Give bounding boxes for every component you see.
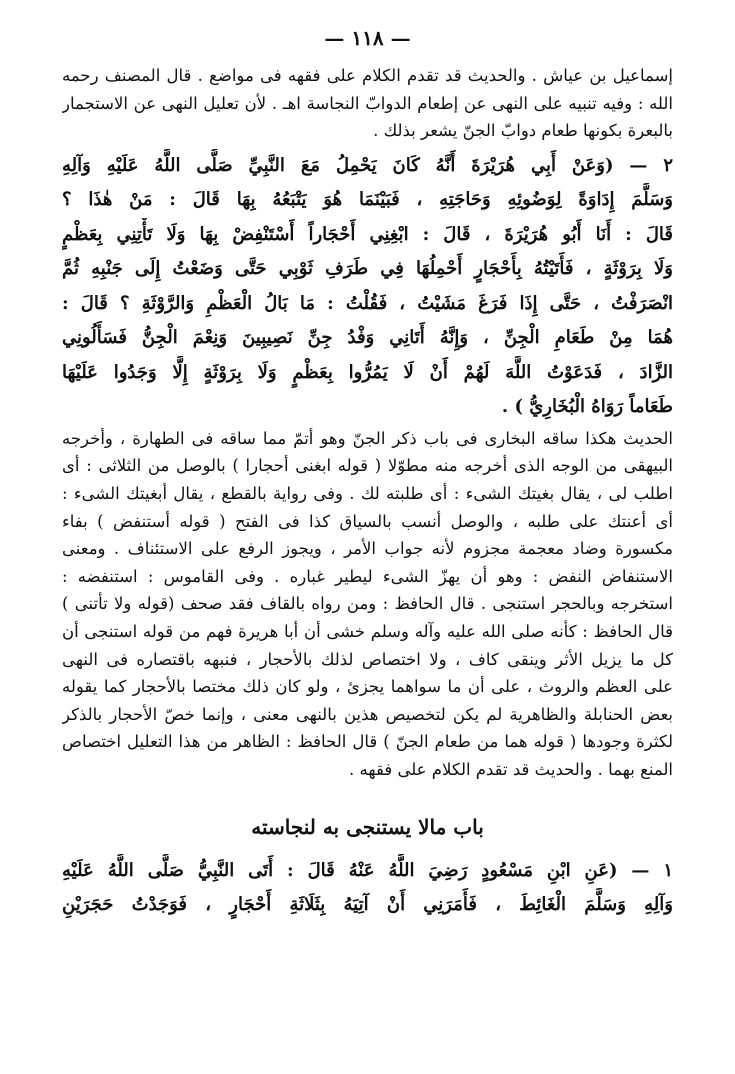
section-title: باب مالا يستنجى به لنجاسته — [251, 814, 484, 839]
commentary-line: كل ما يزيل الأثر وينقى كاف ، ولا اختصاص لذلك بالأحجار ، فنبهه باقتصاره فى النهى — [62, 649, 673, 669]
commentary-line: البيهقى من الوجه الذى أخرجه منه مطوّلا ( قوله ابغنى أحجارا ) بالوصل من الثلاثى : أى — [62, 456, 673, 476]
commentary-line: أى أعنتك على طلبه ، والوصل أنسب بالسياق كذا فى الفتح ( قوله أستنفض ) بفاء — [62, 511, 673, 531]
commentary-line: بعض الحنابلة والظاهرية لم يكن لتخصيص هذين بالنهى معنى ، وإنما خصّ الأحجار بالذكر — [62, 704, 673, 724]
commentary-line: اطلب لى ، يقال بغيتك الشىء : أى طلبته لك . وفى رواية بالقطع ، يقال أبغيتك الشىء : — [62, 483, 673, 503]
commentary-line: الحديث هكذا ساقه البخارى فى باب ذكر الجنّ وهو أتمّ مما ساقه فى الطهارة ، وأخرجه — [62, 428, 673, 448]
hadith-line: طَعَاماً رَوَاهُ الْبُخَارِيُّ ) . — [501, 396, 673, 418]
hadith-line: هُمَا مِنْ طَعَامِ الْجِنِّ ، وَإِنَّهُ أَتَانِي وَفْدُ جِنِّ نَصِيبِينَ وَنِعْمَ الْجِنُّ فَسَأَلُونِي — [62, 327, 673, 349]
hadith-line: قَالَ : أَنَا أَبُو هُرَيْرَةَ ، قَالَ : ابْغِنِي أَحْجَاراً أَسْتَنْفِضْ بِهَا وَلَا تَأْتِنِي بِعَظْمٍ — [62, 223, 673, 245]
hadith-text-next — [62, 854, 673, 923]
commentary-line: قال الحافظ : كأنه صلى الله عليه وآله وسلم خشى أن أبا هريرة فهم من قوله استنجى أن — [62, 621, 673, 641]
commentary-line: لكثرة وجودها ( قوله هما من طعام الجنّ ) قال الحافظ : الظاهر من هذا التعليل اختصاص — [62, 732, 673, 752]
hadith-line: وَآلِهِ وَسَلَّمَ الْغَائِطَ ، فَأَمَرَنِي أَنْ آتِيَهُ بِثَلَاثَةِ أَحْجَارٍ ، فَوَجَدْتُ حَجَرَيْنِ — [62, 894, 673, 915]
hadith-line: ١ — (عَنِ ابْنِ مَسْعُودٍ رَضِيَ اللَّهُ عَنْهُ قَالَ : أَتَى النَّبِيُّ صَلَّى اللَّهُ عَلَيْهِ — [62, 859, 673, 881]
hadith-text — [62, 149, 673, 425]
hadith-line: الزَّادَ ، فَدَعَوْتُ اللَّهَ لَهُمْ أَنْ لَا يَمُرُّوا بِعَظْمٍ وَلَا بِرَوْثَةٍ إِلَّا وَجَدُوا عَلَيْهَا — [62, 361, 673, 383]
commentary-intro — [62, 62, 673, 145]
commentary-line: استخرجه وبالحجر استنجى . قال الحافظ : ومن رواه بالقاف فقد صحف (قوله ولا تأتنى ) — [62, 594, 673, 614]
commentary-line: على العظم والروث ، على أن ما سواهما يجزئ ، ولو كان ذلك مختصا بالأحجار كما يقوله — [62, 677, 673, 697]
page-number: — ١١٨ — — [324, 26, 411, 50]
hadith-line: انْصَرَفْتُ ، حَتَّى إِذَا فَرَغَ مَشَيْتُ ، فَقُلْتُ : مَا بَالُ الْعَظْمِ وَالرَّوْثَةِ ؟ قَالَ : — [62, 292, 673, 314]
commentary-main — [62, 425, 673, 784]
hadith-line: ٢ — (وَعَنْ أَبِي هُرَيْرَةَ أَنَّهُ كَانَ يَحْمِلُ مَعَ النَّبِيِّ صَلَّى اللَّهُ عَلَيْهِ وَآلِهِ — [62, 154, 673, 176]
hadith-line: وَسَلَّمَ إِدَاوَةً لِوَضُوئِهِ وَحَاجَتِهِ ، فَبَيْنَمَا هُوَ يَتْبَعُهُ بِهَا قَالَ : مَنْ هٰذَا ؟ — [62, 189, 673, 211]
commentary-line: مكسورة وضاد معجمة مجزوم لأنه جواب الأمر ، ويجوز الرفع على الاستئناف . ومعنى — [62, 539, 673, 559]
commentary-line: إسماعيل بن عياش . والحديث قد تقدم الكلام على فقهه فى مواضع . قال المصنف رحمه — [62, 66, 673, 85]
commentary-line: بالبعرة بكونها طعام دوابّ الجنّ يشعر بذلك . — [373, 121, 673, 141]
hadith-line: وَلَا بِرَوْثَةٍ ، فَأَتَيْتُهُ بِأَحْجَارٍ أَحْمِلُهَا فِي طَرَفِ ثَوْبِي حَتَّى وَضَعْتُ إِلَى جَنْبِهِ ثُمَّ — [62, 258, 673, 280]
commentary-line: المنع بهما . والحديث قد تقدم الكلام على فقهه . — [349, 759, 673, 779]
commentary-line: الله : وفيه تنبيه على النهى عن إطعام الدوابّ النجاسة اهـ . لأن تعليل النهى عن الاستجمار — [62, 93, 673, 113]
commentary-line: الاستنفاض النفض : وهو أن يهزّ الشىء ليطير غباره . وفى القاموس : استنفضه : — [62, 566, 673, 586]
